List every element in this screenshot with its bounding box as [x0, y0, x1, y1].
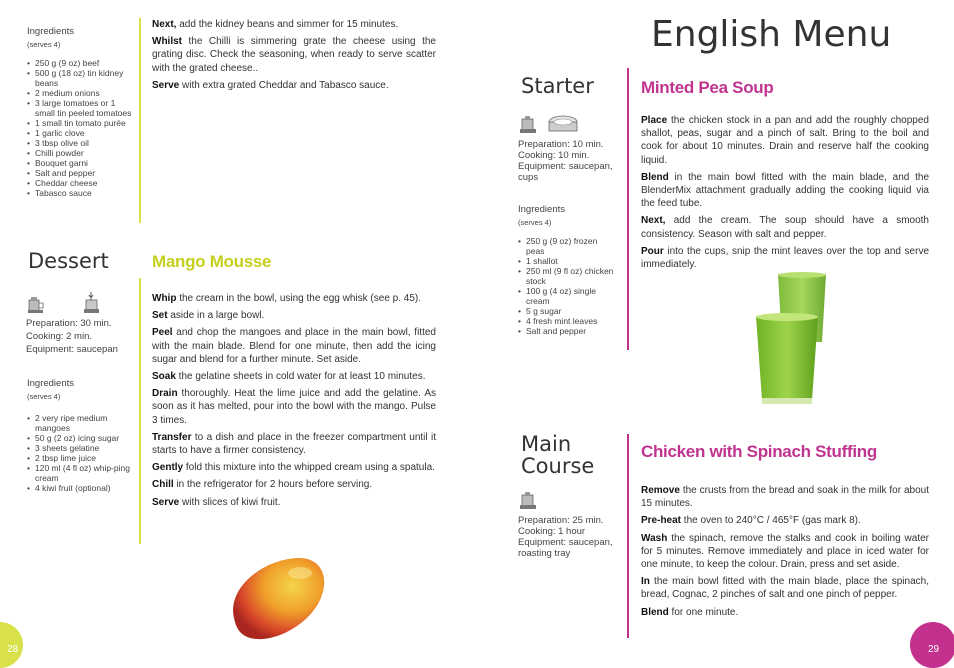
step-verb: Blend — [641, 606, 669, 618]
step-verb: Pre-heat — [641, 515, 682, 527]
recipe-step — [641, 532, 929, 572]
recipe-title-mango-mousse: Mango Mousse — [152, 252, 272, 271]
chilli-ingredients — [27, 26, 137, 198]
section-title-line: Course — [521, 454, 595, 478]
ingredient-list — [518, 236, 614, 336]
recipe-step — [152, 496, 436, 509]
step-verb: Soak — [152, 371, 176, 383]
starter-info — [518, 139, 614, 183]
recipe-step — [641, 245, 929, 271]
section-title-dessert: Dessert — [28, 249, 109, 273]
prep-time: Preparation: 30 min. — [26, 318, 112, 329]
mango-steps — [152, 292, 436, 513]
ingredient-item: • Salt and pepper — [27, 168, 137, 178]
step-text: in the main bowl fitted with the main blade, and the BlenderMix attachment gradually adding the cooking liquid via the feed tube. — [641, 171, 929, 210]
recipe-step — [152, 35, 436, 75]
ingredient-item: • Chilli powder — [27, 148, 137, 158]
divider-line — [627, 68, 629, 350]
step-text: the oven to 240°C / 465°F (gas mark 8). — [681, 515, 861, 527]
recipe-step — [152, 370, 436, 383]
mango-image — [222, 548, 332, 653]
chilli-steps — [152, 18, 436, 96]
food-processor-icon — [26, 294, 48, 319]
divider-line — [139, 278, 141, 544]
starter-icons — [518, 114, 580, 139]
section-title-line: Main — [521, 432, 572, 456]
recipe-step — [152, 292, 436, 305]
whisk-icon — [80, 292, 102, 319]
step-verb: Pour — [641, 245, 664, 257]
ingredient-item: • 4 kiwi fruit (optional) — [27, 483, 137, 493]
recipe-step — [152, 478, 436, 491]
serves-label: (serves 4) — [27, 40, 61, 49]
dessert-ingredients — [27, 378, 137, 493]
recipe-step — [641, 114, 929, 167]
step-text: to a dish and place in the freezer compartment until it starts to have a firmer consistency. — [152, 431, 436, 457]
step-text: and chop the mangoes and place in the main bowl, fitted with the main blade. Blend for one minute, then add the icing sugar and blend for a further minute. Set aside. — [152, 327, 436, 365]
step-text: for one minute. — [668, 606, 739, 618]
step-verb: Next, — [152, 19, 177, 30]
prep-time: Preparation: 25 min. — [518, 515, 604, 526]
main-course-icons — [518, 490, 542, 515]
ingredient-item: • 2 tbsp lime juice — [27, 453, 137, 463]
chicken-steps — [641, 484, 929, 623]
page-number: 28 — [7, 644, 19, 655]
ingredient-item: • 5 g sugar — [518, 306, 614, 316]
prep-time: Preparation: 10 min. — [518, 139, 604, 150]
ingredient-item: • Bouquet garni — [27, 158, 137, 168]
recipe-step — [152, 18, 436, 31]
equipment: Equipment: saucepan — [26, 344, 118, 355]
recipe-step — [641, 484, 929, 510]
step-verb: Serve — [152, 79, 180, 91]
recipe-step — [152, 326, 436, 366]
step-verb: Gently — [152, 462, 184, 474]
ingredient-item: • 120 ml (4 fl oz) whip-ping cream — [27, 463, 137, 483]
step-verb: Drain — [152, 388, 178, 400]
recipe-step — [641, 214, 929, 240]
step-verb: Peel — [152, 327, 173, 339]
step-text: the spinach, remove the stalks and cook in boiling water for 5 minutes. Remove immediately and place in iced water for one minute, to keep the colour. Drain, press and set aside. — [641, 532, 929, 571]
ingredient-item: • 1 garlic clove — [27, 128, 137, 138]
recipe-step — [152, 387, 436, 427]
recipe-title-chicken: Chicken with Spinach Stuffing — [641, 442, 877, 461]
recipe-step — [641, 606, 929, 619]
step-verb: Transfer — [152, 431, 192, 443]
page-number-circle — [0, 622, 23, 668]
serves-label: (serves 4) — [518, 218, 552, 227]
saucepan-icon — [518, 114, 542, 139]
ingredient-item: • 4 fresh mint leaves — [518, 316, 614, 326]
pea-soup-steps — [641, 114, 929, 275]
ingredient-item: • Salt and pepper — [518, 326, 614, 336]
page-header: English Menu — [651, 14, 892, 55]
section-title-starter: Starter — [521, 74, 594, 98]
ingredient-item: • 250 ml (9 fl oz) chicken stock — [518, 266, 614, 286]
step-verb: Next, — [641, 215, 666, 227]
step-verb: Wash — [641, 532, 668, 544]
recipe-step — [641, 171, 929, 211]
step-text: the crusts from the bread and soak in the milk for about 15 minutes. — [641, 485, 929, 510]
ingredient-item: • 250 g (9 oz) beef — [27, 58, 137, 68]
step-verb: Remove — [641, 485, 680, 496]
ingredient-item: • Cheddar cheese — [27, 178, 137, 188]
step-text: with slices of kiwi fruit. — [179, 496, 281, 508]
serves-label: (serves 4) — [27, 392, 61, 401]
equipment: Equipment: saucepan, cups — [518, 161, 613, 183]
step-verb: Chill — [152, 479, 174, 491]
ingredient-item: • 3 large tomatoes or 1 small tin peeled tomatoes — [27, 98, 137, 118]
food-processor-icon — [518, 490, 542, 515]
step-text: thoroughly. Heat the lime juice and add the gelatine. As soon as it has melted, pour into the bowl with the mango. Pulse 3 times. — [152, 388, 436, 426]
step-verb: Place — [641, 115, 668, 126]
step-text: the Chilli is simmering grate the cheese using the grating disc. Check the seasoning, when ready to serve scatter with the grated cheese.. — [152, 36, 436, 74]
ingredient-item: • 2 medium onions — [27, 88, 137, 98]
recipe-step — [641, 514, 929, 527]
step-verb: Whip — [152, 293, 177, 304]
dessert-info — [26, 318, 136, 355]
step-text: add the cream. The soup should have a smooth consistency. Season with salt and pepper. — [641, 215, 929, 240]
section-title-main-course — [521, 433, 594, 477]
step-text: aside in a large bowl. — [167, 310, 265, 322]
divider-line — [627, 434, 629, 638]
recipe-step — [641, 575, 929, 601]
ingredient-item: • 100 g (4 oz) single cream — [518, 286, 614, 306]
main-course-info — [518, 515, 614, 559]
step-text: the cream in the bowl, using the egg whisk (see p. 45). — [176, 293, 422, 304]
cups-icon — [546, 114, 580, 139]
ingredient-item: • Tabasco sauce — [27, 188, 137, 198]
ingredient-item: • 50 g (2 oz) icing sugar — [27, 433, 137, 443]
ingredients-heading: Ingredients — [27, 378, 75, 389]
step-text: into the cups, snip the mint leaves over the top and serve immediately. — [641, 245, 929, 271]
ingredients-heading: Ingredients — [518, 204, 566, 215]
cook-time: Cooking: 2 min. — [26, 331, 93, 342]
step-text: the chicken stock in a pan and add the roughly chopped shallot, peas, sugar and a pinch of salt. Bring to the boil and cook for about 10 minutes. Drain and reserve half the cooking liquid. — [641, 115, 929, 166]
step-verb: Whilst — [152, 36, 182, 48]
step-verb: Set — [152, 310, 168, 322]
recipe-step — [152, 79, 436, 92]
ingredient-item: • 3 tbsp olive oil — [27, 138, 137, 148]
pea-soup-image — [748, 272, 838, 413]
ingredient-item: • 3 sheets gelatine — [27, 443, 137, 453]
cook-time: Cooking: 10 min. — [518, 150, 590, 161]
step-text: the gelatine sheets in cold water for at least 10 minutes. — [175, 371, 426, 383]
starter-ingredients — [518, 204, 614, 336]
ingredient-item: • 2 very ripe medium mangoes — [27, 413, 137, 433]
recipe-title-minted-pea-soup: Minted Pea Soup — [641, 78, 774, 97]
ingredient-item: • 1 shallot — [518, 256, 614, 266]
step-text: in the refrigerator for 2 hours before serving. — [173, 479, 373, 491]
ingredient-item: • 250 g (9 oz) frozen peas — [518, 236, 614, 256]
step-text: fold this mixture into the whipped cream using a spatula. — [183, 462, 435, 474]
cook-time: Cooking: 1 hour — [518, 526, 586, 537]
step-verb: Blend — [641, 171, 669, 183]
ingredient-list — [27, 413, 137, 493]
dessert-icons — [26, 292, 102, 319]
step-verb: Serve — [152, 496, 180, 508]
equipment: Equipment: saucepan, roasting tray — [518, 537, 613, 559]
recipe-step — [152, 309, 436, 322]
ingredient-item: • 500 g (18 oz) tin kidney beans — [27, 68, 137, 88]
ingredients-heading: Ingredients — [27, 26, 75, 37]
step-text: with extra grated Cheddar and Tabasco sauce. — [179, 79, 389, 91]
ingredient-list — [27, 58, 137, 198]
divider-line — [139, 18, 141, 223]
page-number-circle — [910, 622, 954, 668]
step-verb: In — [641, 576, 650, 588]
step-text: add the kidney beans and simmer for 15 minutes. — [176, 19, 399, 30]
recipe-step — [152, 461, 436, 474]
page-number: 29 — [928, 644, 940, 655]
step-text: the main bowl fitted with the main blade, place the spinach, bread, Cognac, 2 pinches of salt and one pinch of pepper. — [641, 576, 929, 601]
ingredient-item: • 1 small tin tomato purée — [27, 118, 137, 128]
recipe-step — [152, 431, 436, 457]
